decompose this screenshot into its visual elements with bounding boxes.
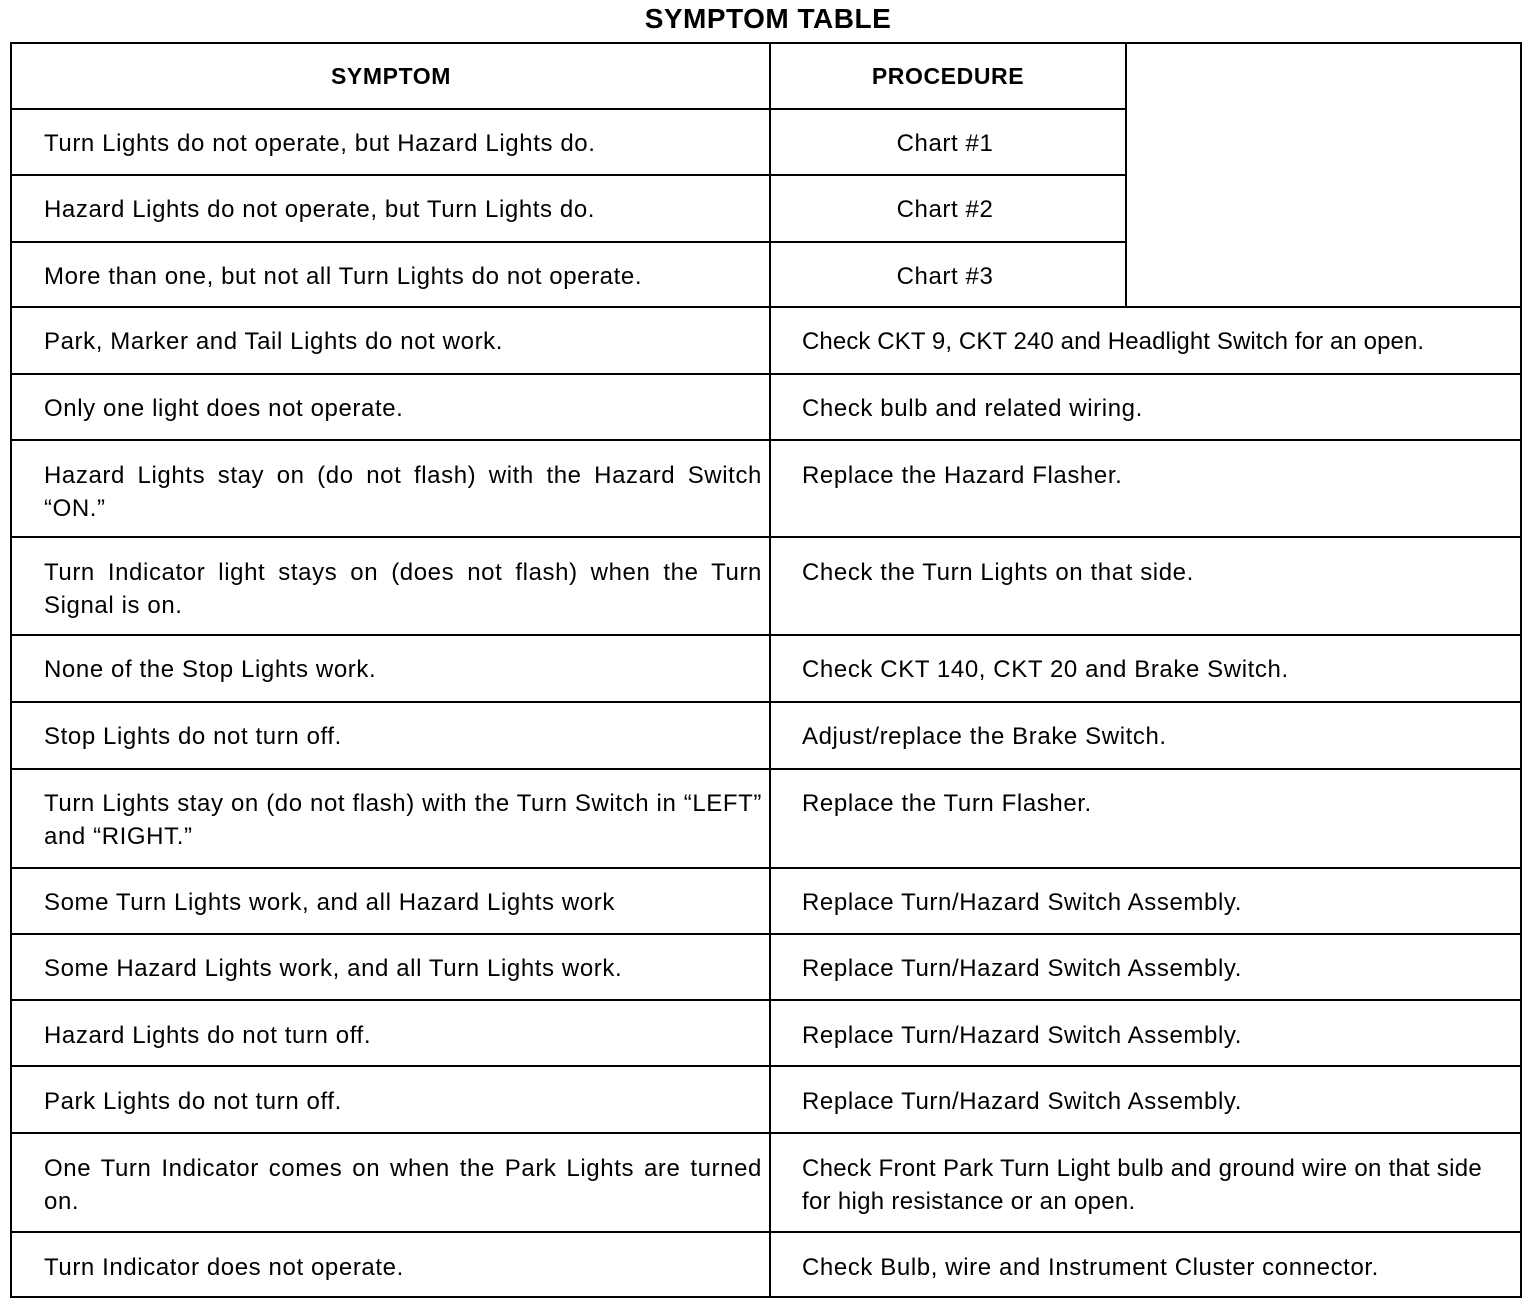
procedure-cell: Chart #1 xyxy=(896,130,994,157)
symptom-cell: Only one light does not operate. xyxy=(44,395,404,422)
row-divider xyxy=(12,306,1520,308)
symptom-cell: Hazard Lights do not operate, but Turn Lights do. xyxy=(44,196,596,223)
row-divider xyxy=(12,634,1520,636)
row-divider xyxy=(12,999,1520,1001)
row-divider xyxy=(12,933,1520,935)
row-divider xyxy=(12,701,1520,703)
row-divider xyxy=(12,439,1520,441)
procedure-cell: Replace Turn/Hazard Switch Assembly. xyxy=(802,1088,1242,1115)
symptom-cell: Some Turn Lights work, and all Hazard Lights work xyxy=(44,889,615,916)
procedure-cell: Replace the Hazard Flasher. xyxy=(802,462,1123,489)
symptom-cell: Hazard Lights stay on (do not flash) with the Hazard Switch “ON.” xyxy=(44,462,762,522)
row-divider xyxy=(12,174,1126,176)
row-divider xyxy=(12,867,1520,869)
procedure-cell: Check the Turn Lights on that side. xyxy=(802,559,1194,586)
procedure-cell: Chart #2 xyxy=(896,196,994,223)
procedure-column-header: PROCEDURE xyxy=(871,62,1025,89)
procedure-cell: Chart #3 xyxy=(896,263,994,290)
procedure-cell: Adjust/replace the Brake Switch. xyxy=(802,723,1167,750)
procedure-cell: Replace Turn/Hazard Switch Assembly. xyxy=(802,889,1242,916)
symptom-cell: One Turn Indicator comes on when the Park Lights are turned on. xyxy=(44,1155,762,1215)
symptom-cell: Turn Lights do not operate, but Hazard Lights do. xyxy=(44,130,596,157)
symptom-cell: Some Hazard Lights work, and all Turn Lights work. xyxy=(44,955,623,982)
symptom-cell: More than one, but not all Turn Lights do not operate. xyxy=(44,263,643,290)
row-divider xyxy=(12,1231,1520,1233)
row-divider xyxy=(12,768,1520,770)
table-title: SYMPTOM TABLE xyxy=(644,3,892,34)
symptom-cell: Turn Lights stay on (do not flash) with the Turn Switch in “LEFT” and “RIGHT.” xyxy=(44,790,762,850)
procedure-cell: Replace Turn/Hazard Switch Assembly. xyxy=(802,1022,1242,1049)
procedure-cell: Check CKT 9, CKT 240 and Headlight Switch for an open. xyxy=(802,328,1425,355)
procedure-cell: Check bulb and related wiring. xyxy=(802,395,1143,422)
procedure-cell: Replace the Turn Flasher. xyxy=(802,790,1092,817)
symptom-cell: None of the Stop Lights work. xyxy=(44,656,377,683)
procedure-cell: Check Bulb, wire and Instrument Cluster connector. xyxy=(802,1254,1379,1281)
symptom-cell: Turn Indicator does not operate. xyxy=(44,1254,404,1281)
column-divider xyxy=(769,44,771,1296)
row-divider xyxy=(12,241,1126,243)
symptom-cell: Park Lights do not turn off. xyxy=(44,1088,342,1115)
symptom-cell: Park, Marker and Tail Lights do not work. xyxy=(44,328,504,355)
symptom-cell: Turn Indicator light stays on (does not flash) when the Turn Signal is on. xyxy=(44,559,762,619)
row-divider xyxy=(12,108,1126,110)
symptom-table xyxy=(10,42,1522,1298)
procedure-cell: Replace Turn/Hazard Switch Assembly. xyxy=(802,955,1242,982)
symptom-cell: Hazard Lights do not turn off. xyxy=(44,1022,372,1049)
symptom-column-header: SYMPTOM xyxy=(330,62,452,89)
procedure-cell: Check Front Park Turn Light bulb and ground wire on that side for high resistance or an open. xyxy=(802,1155,1483,1215)
row-divider xyxy=(12,536,1520,538)
row-divider xyxy=(12,1065,1520,1067)
symptom-cell: Stop Lights do not turn off. xyxy=(44,723,342,750)
column-divider xyxy=(1125,44,1127,308)
row-divider xyxy=(12,1132,1520,1134)
row-divider xyxy=(12,373,1520,375)
procedure-cell: Check CKT 140, CKT 20 and Brake Switch. xyxy=(802,656,1289,683)
